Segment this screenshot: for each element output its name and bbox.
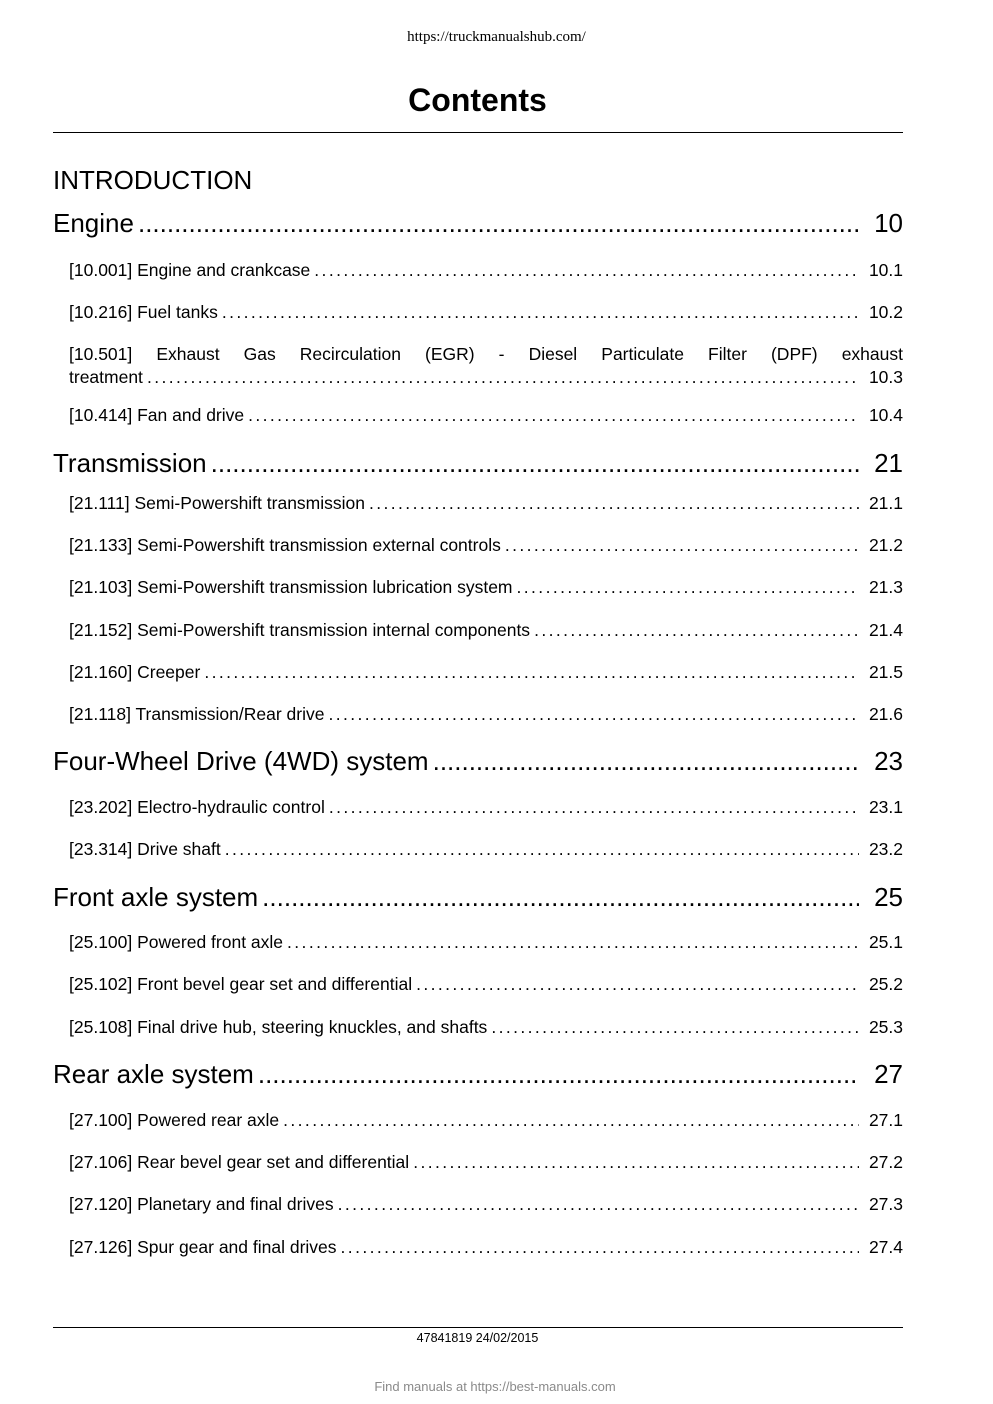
footer-divider bbox=[53, 1327, 903, 1328]
toc-section-transmission[interactable] bbox=[53, 448, 903, 479]
dot-leader bbox=[287, 932, 859, 953]
toc-item[interactable] bbox=[69, 839, 903, 860]
toc-item[interactable] bbox=[69, 1152, 903, 1173]
dot-leader bbox=[505, 535, 859, 556]
toc-item-label-line2: treatment bbox=[69, 367, 143, 387]
toc-item-page: 25.1 bbox=[868, 932, 903, 952]
toc-item-page: 10.2 bbox=[868, 302, 903, 322]
toc-item-page: 27.3 bbox=[868, 1194, 903, 1214]
dot-leader bbox=[204, 662, 859, 683]
toc-section-title: Rear axle system bbox=[53, 1059, 254, 1089]
dot-leader bbox=[147, 367, 859, 388]
toc-item-page: 10.4 bbox=[868, 405, 903, 425]
dot-leader bbox=[225, 839, 859, 860]
toc-item[interactable] bbox=[69, 1237, 903, 1258]
toc-item-label: [25.102] Front bevel gear set and differential bbox=[69, 974, 413, 994]
page-title: Contents bbox=[408, 82, 547, 118]
toc-item-page: 10.3 bbox=[868, 367, 903, 387]
toc-item[interactable] bbox=[69, 1194, 903, 1215]
toc-item[interactable] bbox=[69, 662, 903, 683]
toc-item-page: 23.1 bbox=[868, 797, 903, 817]
toc-item-label: [21.118] Transmission/Rear drive bbox=[69, 704, 325, 724]
toc-item-page: 21.5 bbox=[868, 662, 903, 682]
toc-item[interactable] bbox=[69, 405, 903, 426]
toc-item-page: 27.2 bbox=[868, 1152, 903, 1172]
toc-item-page: 21.3 bbox=[868, 577, 903, 597]
dot-leader bbox=[258, 1059, 859, 1090]
footer-link[interactable]: Find manuals at https://best-manuals.com bbox=[374, 1379, 616, 1394]
toc-item-label: [21.103] Semi-Powershift transmission lubrication system bbox=[69, 577, 513, 597]
toc-item-label: [27.126] Spur gear and final drives bbox=[69, 1237, 337, 1257]
toc-section-rear-axle[interactable] bbox=[53, 1059, 903, 1090]
toc-item-page: 21.6 bbox=[868, 704, 903, 724]
dot-leader bbox=[534, 620, 859, 641]
toc-item-multiline[interactable] bbox=[69, 344, 903, 388]
dot-leader bbox=[283, 1110, 859, 1131]
toc-item-label: [25.100] Powered front axle bbox=[69, 932, 284, 952]
toc-item-label: [10.414] Fan and drive bbox=[69, 405, 245, 425]
toc-item[interactable] bbox=[69, 1110, 903, 1131]
dot-leader bbox=[413, 1152, 859, 1173]
dot-leader bbox=[329, 704, 860, 725]
dot-leader bbox=[338, 1194, 859, 1215]
toc-item-label-line1-text: [10.501] Exhaust Gas Recirculation (EGR) - Diesel Particulate Filter (DPF) exhaust bbox=[69, 344, 903, 364]
toc-item-label: [27.100] Powered rear axle bbox=[69, 1110, 280, 1130]
toc-item-label: [25.108] Final drive hub, steering knuckles, and shafts bbox=[69, 1017, 488, 1037]
dot-leader bbox=[491, 1017, 859, 1038]
toc-item-label: [21.152] Semi-Powershift transmission internal components bbox=[69, 620, 531, 640]
toc-section-4wd[interactable] bbox=[53, 746, 903, 777]
toc-item-page: 27.1 bbox=[868, 1110, 903, 1130]
toc-item-page: 25.2 bbox=[868, 974, 903, 994]
toc-item-label: [23.202] Electro-hydraulic control bbox=[69, 797, 325, 817]
document-id: 47841819 24/02/2015 bbox=[416, 1331, 539, 1345]
dot-leader bbox=[517, 577, 859, 598]
title-divider bbox=[53, 132, 903, 133]
toc-item-label: [10.001] Engine and crankcase bbox=[69, 260, 311, 280]
toc-item[interactable] bbox=[69, 974, 903, 995]
toc-item[interactable] bbox=[69, 932, 903, 953]
toc-section-title: Engine bbox=[53, 208, 134, 238]
dot-leader bbox=[248, 405, 859, 426]
toc-item[interactable] bbox=[69, 577, 903, 598]
header-url[interactable]: https://truckmanualshub.com/ bbox=[407, 29, 586, 45]
toc-section-page: 21 bbox=[874, 448, 903, 478]
toc-item-label: [27.120] Planetary and final drives bbox=[69, 1194, 334, 1214]
dot-leader bbox=[416, 974, 859, 995]
toc-item[interactable] bbox=[69, 620, 903, 641]
toc-section-engine[interactable] bbox=[53, 208, 903, 239]
toc-section-page: 10 bbox=[874, 208, 903, 238]
toc-item-page: 21.2 bbox=[868, 535, 903, 555]
dot-leader bbox=[222, 302, 859, 323]
toc-item-page: 25.3 bbox=[868, 1017, 903, 1037]
toc-section-page: 25 bbox=[874, 882, 903, 912]
toc-item[interactable] bbox=[69, 260, 903, 281]
toc-item-label-line1 bbox=[69, 344, 903, 365]
toc-item[interactable] bbox=[69, 302, 903, 323]
toc-item[interactable] bbox=[69, 704, 903, 725]
dot-leader bbox=[262, 882, 859, 913]
toc-item-page: 23.2 bbox=[868, 839, 903, 859]
toc-item-label: [21.111] Semi-Powershift transmission bbox=[69, 493, 365, 513]
toc-item-label: [27.106] Rear bevel gear set and differential bbox=[69, 1152, 410, 1172]
toc-item[interactable] bbox=[69, 1017, 903, 1038]
toc-item-page: 21.1 bbox=[868, 493, 903, 513]
toc-item-label: [21.160] Creeper bbox=[69, 662, 201, 682]
dot-leader bbox=[433, 746, 859, 777]
dot-leader bbox=[369, 493, 859, 514]
toc-section-page: 27 bbox=[874, 1059, 903, 1089]
intro-heading[interactable]: INTRODUCTION bbox=[53, 165, 253, 195]
toc-item[interactable] bbox=[69, 493, 903, 514]
toc-item-page: 10.1 bbox=[868, 260, 903, 280]
toc-section-title: Four-Wheel Drive (4WD) system bbox=[53, 746, 429, 776]
toc-item-label: [21.133] Semi-Powershift transmission external controls bbox=[69, 535, 501, 555]
toc-item-page: 21.4 bbox=[868, 620, 903, 640]
dot-leader bbox=[341, 1237, 859, 1258]
dot-leader bbox=[314, 260, 859, 281]
toc-section-page: 23 bbox=[874, 746, 903, 776]
toc-item[interactable] bbox=[69, 797, 903, 818]
toc-item-label: [23.314] Drive shaft bbox=[69, 839, 221, 859]
toc-section-title: Transmission bbox=[53, 448, 207, 478]
dot-leader bbox=[211, 448, 859, 479]
dot-leader bbox=[138, 208, 859, 239]
toc-item-label: [10.216] Fuel tanks bbox=[69, 302, 218, 322]
toc-item-page: 27.4 bbox=[868, 1237, 903, 1257]
toc-section-front-axle[interactable] bbox=[53, 882, 903, 913]
toc-section-title: Front axle system bbox=[53, 882, 259, 912]
toc-item[interactable] bbox=[69, 535, 903, 556]
dot-leader bbox=[329, 797, 859, 818]
